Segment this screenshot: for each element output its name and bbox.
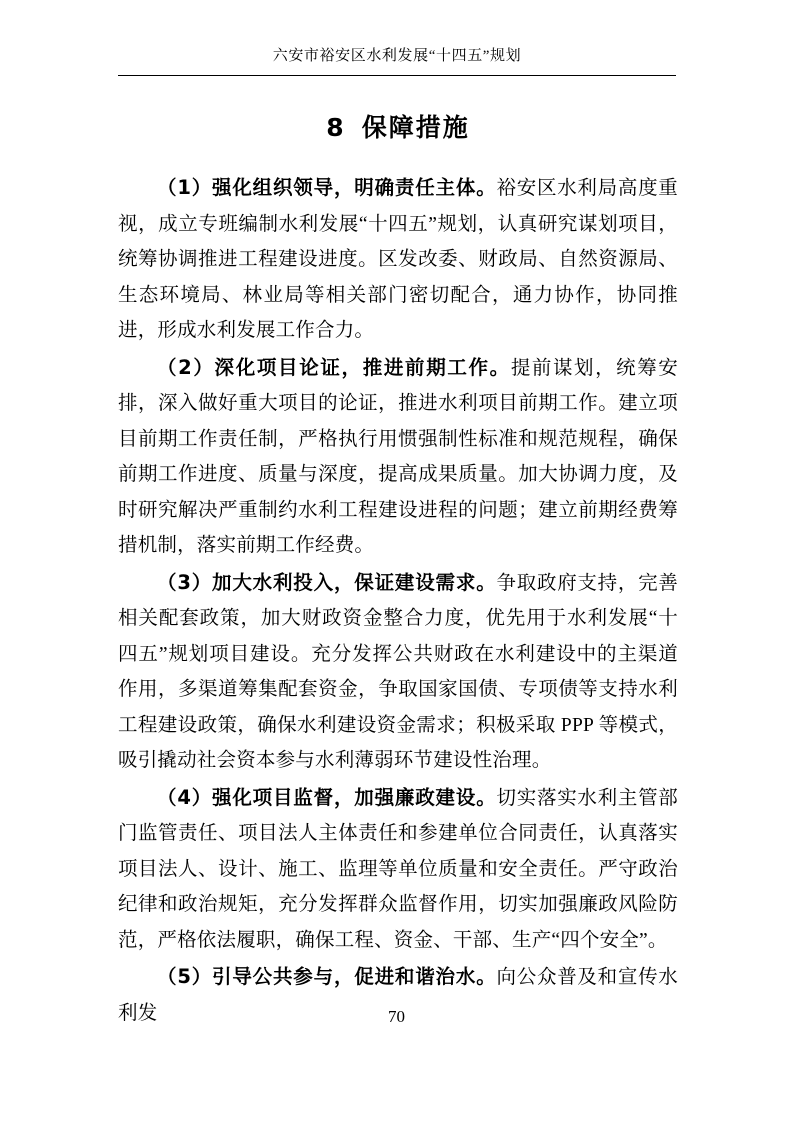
paragraph-1-body: 裕安区水利局高度重视，成立专班编制水利发展“十四五”规划，认真研究谋划项目，统筹协调推进工程建设进度。区发改委、财政局、自然资源局、生态环境局、林业局等相关部门密切配合，通力协作，协同推进，形成水利发展工作合力。 xyxy=(118,178,678,341)
page-number: 70 xyxy=(388,1007,405,1026)
paragraph-2-body: 提前谋划，统筹安排，深入做好重大项目的论证，推进水利项目前期工作。建立项目前期工作责任制，严格执行用惯强制性标准和规范规程，确保前期工作进度、质量与深度，提高成果质量。加大协调力度，及时研究解决严重制约水利工程建设进程的问题；建立前期经费筹措机制，落实前期工作经费。 xyxy=(118,357,679,556)
chapter-number: 8 xyxy=(326,113,346,142)
paragraph-2-lead: （2）深化项目论证，推进前期工作。 xyxy=(157,355,511,379)
paragraph-2 xyxy=(118,350,678,564)
chapter-heading xyxy=(118,108,678,144)
paragraph-4-lead: （4）强化项目监督，加强廉政建设。 xyxy=(157,785,497,809)
paragraph-4-body: 切实落实水利主管部门监管责任、项目法人主体责任和参建单位合同责任，认真落实项目法人、设计、施工、监理等单位质量和安全责任。严守政治纪律和政治规矩，充分发挥群众监督作用，切实加强廉政风险防范，严格依法履职，确保工程、资金、干部、生产“四个安全”。 xyxy=(118,787,678,951)
page-header xyxy=(118,46,676,67)
paragraph-3 xyxy=(118,565,678,779)
paragraph-3-lead: （3）加大水利投入，保证建设需求。 xyxy=(157,570,497,594)
paragraph-5-body: 向公众普及和宣传水利发 xyxy=(118,967,678,1024)
paragraph-1-lead: （1）强化组织领导，明确责任主体。 xyxy=(157,176,497,199)
chapter-title-text: 保障措施 xyxy=(361,113,470,142)
paragraph-5-lead: （5）引导公共参与，促进和谐治水。 xyxy=(157,965,497,988)
header-divider xyxy=(118,75,676,76)
paragraph-3-body: 争取政府支持，完善相关配套政策，加大财政资金整合力度，优先用于水利发展“十四五”规划项目建设。充分发挥公共财政在水利建设中的主渠道作用，多渠道筹集配套资金，争取国家国债、专项债等支持水利工程建设政策，确保水利建设资金需求；积极采取 PPP 等模式，吸引撬动社会资本参与水利薄弱环节建设性治理。 xyxy=(118,572,678,771)
paragraph-4 xyxy=(118,780,678,959)
running-title: 六安市裕安区水利发展“十四五”规划 xyxy=(272,48,522,64)
paragraph-1 xyxy=(118,170,678,349)
page-content xyxy=(118,100,678,1032)
